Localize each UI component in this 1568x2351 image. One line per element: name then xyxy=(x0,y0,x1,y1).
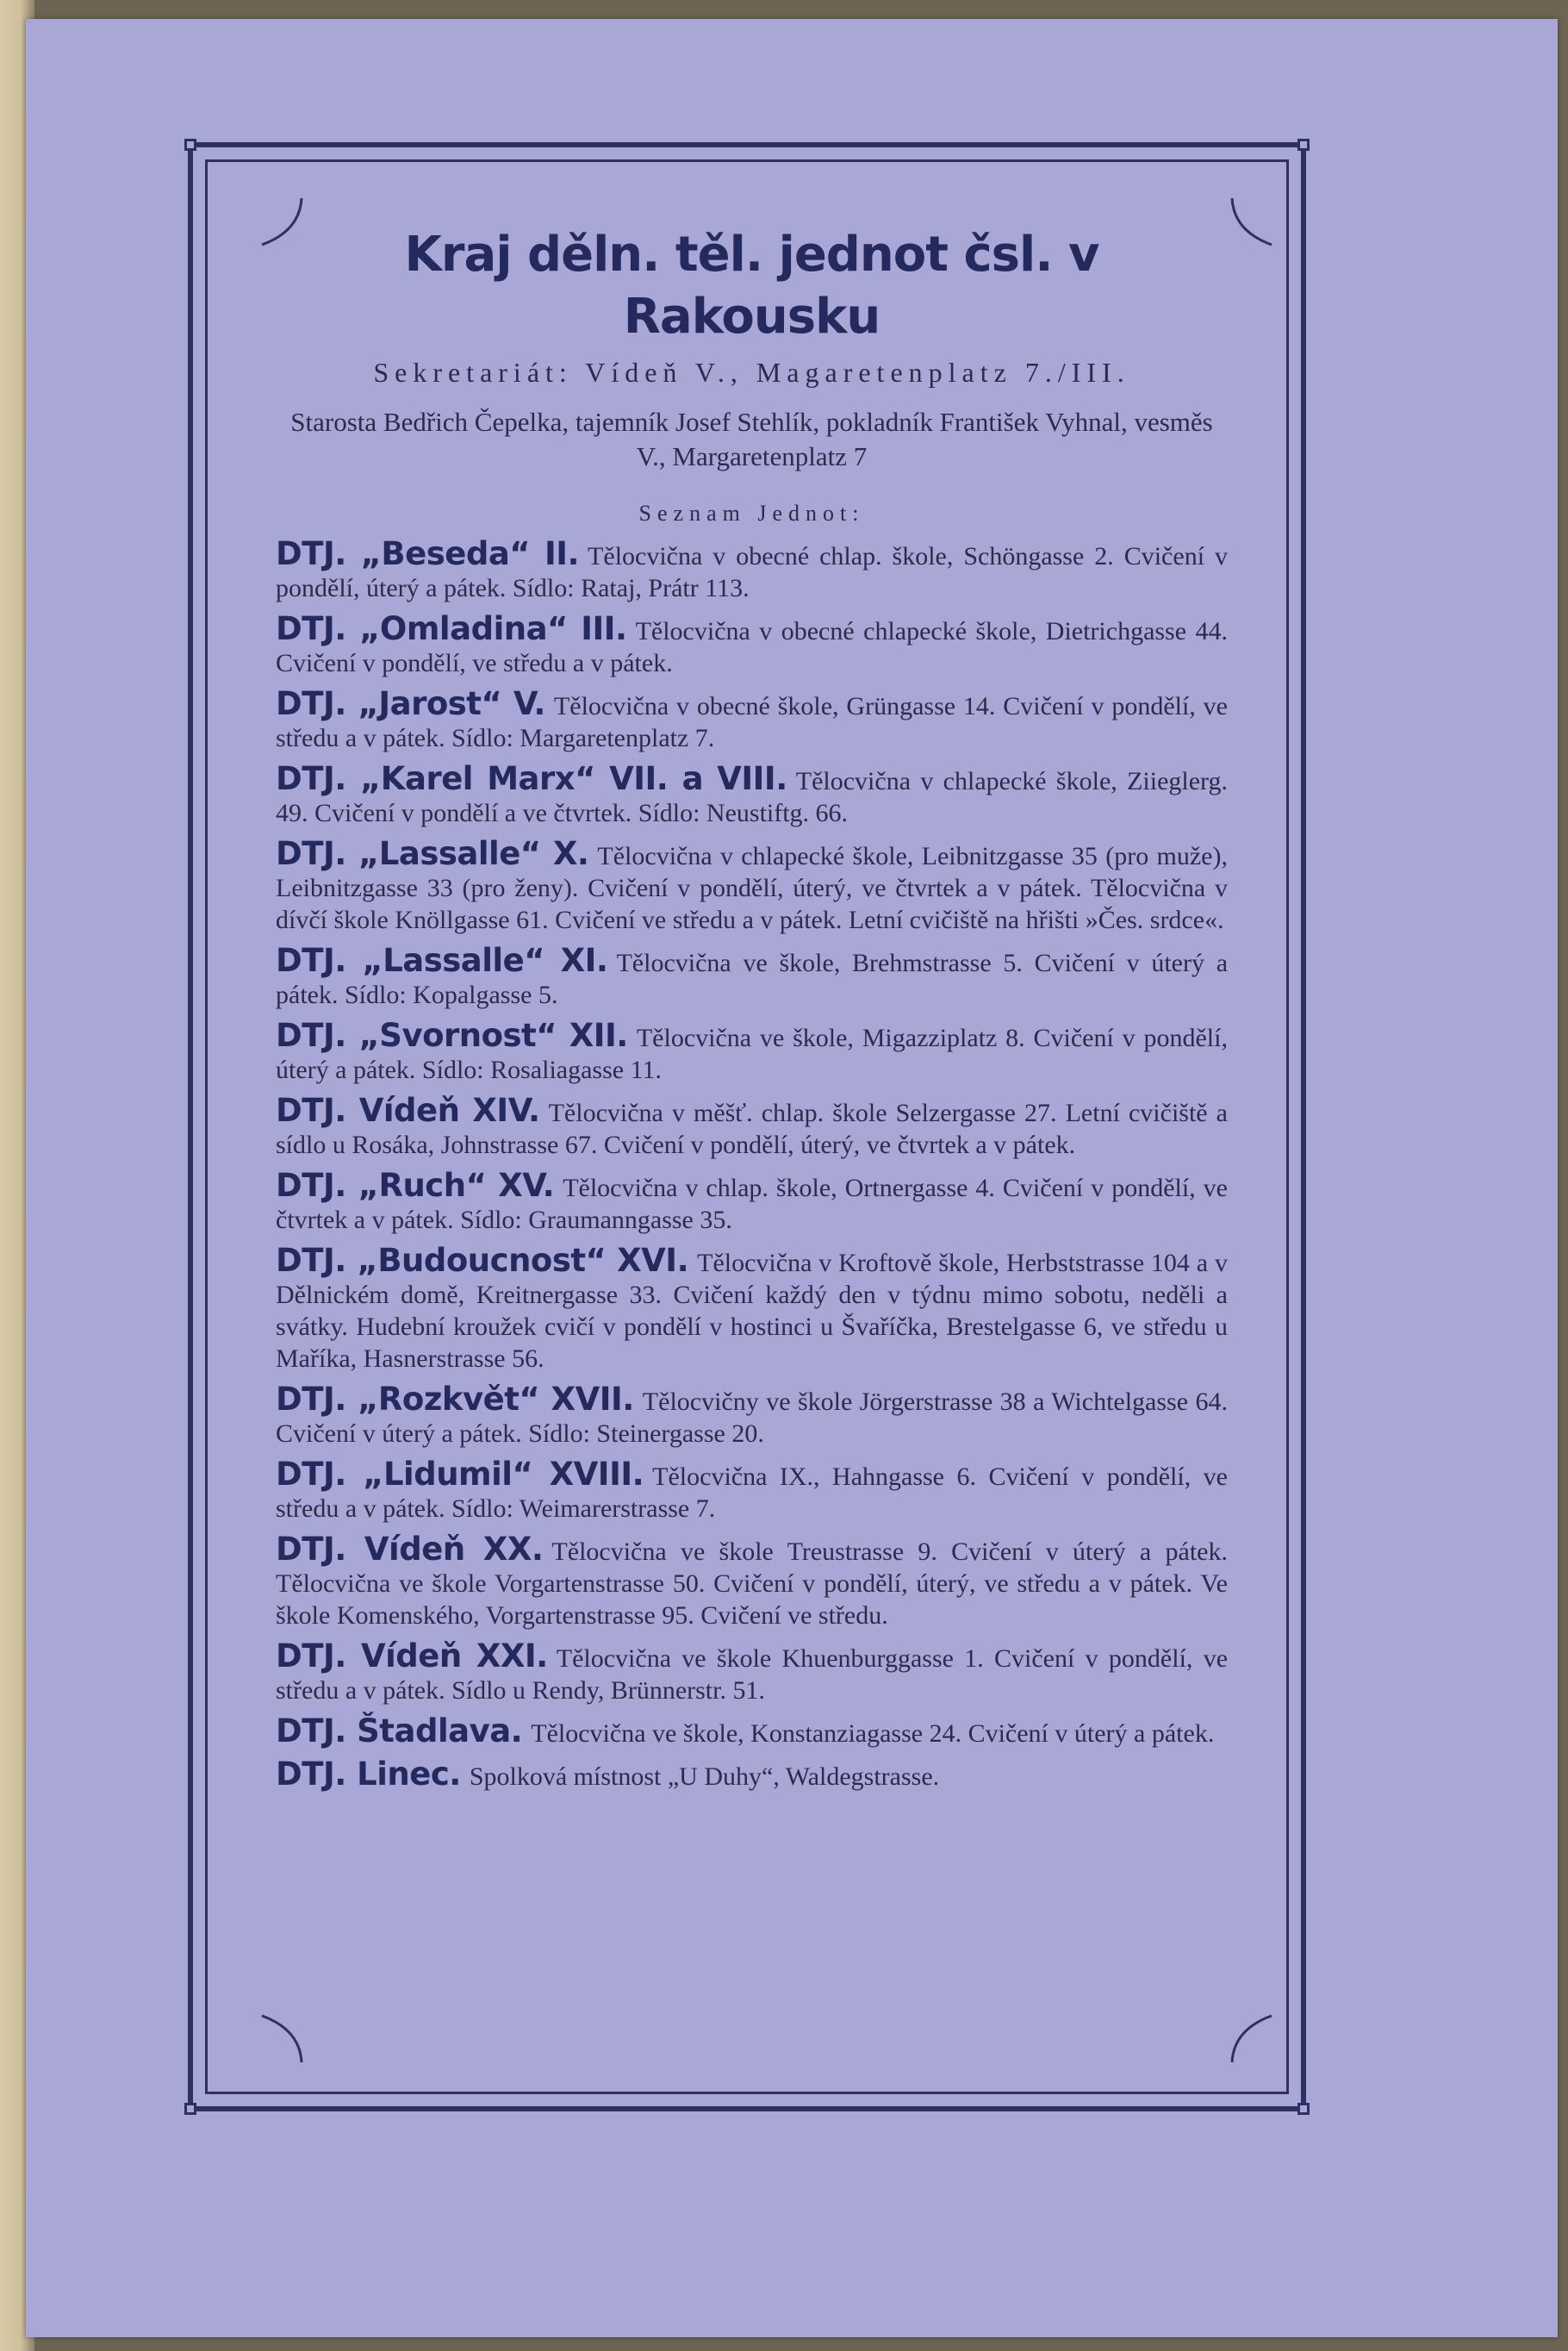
club-details: Tělocvična v chlapecké škole, Leibnitzgasse 35 (pro muže), Leibnitzgasse 33 (pro ženy). Cvičení v pondělí, úterý, ve čtvrtek a v pátek. Tělocvična v dívčí škole Knöllgasse 61. Cvičení ve středu a v pátek. Letní cvičiště na hřišti »Čes. srdce«. xyxy=(276,842,1228,934)
club-details: Tělocvičny ve škole Jörgerstrasse 38 a Wichtelgasse 64. Cvičení v úterý a pátek. Sídlo: Steinergasse 20. xyxy=(276,1388,1229,1448)
club-name: DTJ. Štadlava. xyxy=(276,1712,523,1749)
club-details: Tělocvična ve škole Khuenburggasse 1. Cvičení v pondělí, ve středu a v pátek. Sídlo u Rendy, Brünnerstr. 51. xyxy=(276,1644,1229,1705)
club-name: DTJ. „Lassalle“ XI. xyxy=(276,942,608,979)
corner-flourish xyxy=(1223,196,1275,248)
club-entry xyxy=(276,1712,1228,1749)
club-entry xyxy=(276,1755,1228,1793)
club-details: Tělocvična v obecné chlap. škole, Schöngasse 2. Cvičení v pondělí, úterý a pátek. Sídlo: Rataj, Prátr 113. xyxy=(276,542,1228,602)
page-title: Kraj děln. těl. jednot čsl. v Rakousku xyxy=(404,227,1099,345)
club-entry xyxy=(276,1169,1228,1236)
club-details: Tělocvična ve škole Treustrasse 9. Cvičení v úterý a pátek. Tělocvična ve škole Vorgartenstrasse 50. Cvičení v pondělí, úterý, ve středu a v pátek. Ve škole Komenského, Vorgartenstrasse 95. Cvičení ve středu. xyxy=(276,1537,1228,1630)
frame-corner-ornament xyxy=(1297,2103,1310,2115)
club-name: DTJ. „Jarost“ V. xyxy=(276,685,545,722)
corner-flourish xyxy=(1223,2012,1275,2064)
club-details: Tělocvična v obecné chlapecké škole, Dietrichgasse 44. Cvičení v pondělí, ve středu a v pátek. xyxy=(276,617,1228,677)
list-heading: Seznam Jednot: xyxy=(638,501,865,526)
club-entry xyxy=(276,1017,1228,1086)
club-name: DTJ. „Lidumil“ XVIII. xyxy=(276,1456,644,1493)
club-details: Tělocvična v chlap. škole, Ortnergasse 4. Cvičení v pondělí, ve čtvrtek a v pátek. Sídlo: Graumanngasse 35. xyxy=(276,1174,1228,1234)
secretariat-address: Sekretariát: Vídeň V., Magaretenplatz 7./III. xyxy=(373,357,1130,388)
club-details: Tělocvična v chlapecké škole, Ziieglerg. 49. Cvičení v pondělí a ve čtvrtek. Sídlo: Neustiftg. 66. xyxy=(276,767,1229,827)
club-name: DTJ. „Lassalle“ X. xyxy=(276,835,589,872)
club-entry xyxy=(276,760,1229,829)
frame-corner-ornament xyxy=(184,139,196,151)
club-entry xyxy=(276,1458,1228,1525)
club-entry xyxy=(276,610,1228,679)
club-entry xyxy=(276,1533,1228,1631)
officers-line: Starosta Bedřich Čepelka, tajemník Josef Stehlík, pokladník František Vyhnal, vesměs V., Margaretenplatz 7 xyxy=(290,407,1213,471)
club-name: DTJ. Vídeň XIV. xyxy=(276,1092,540,1129)
club-details: Tělocvična ve škole, Konstanziagasse 24. Cvičení v úterý a pátek. xyxy=(531,1719,1215,1748)
club-details: Tělocvična ve škole, Migazziplatz 8. Cvičení v pondělí, úterý a pátek. Sídlo: Rosaliagasse 11. xyxy=(276,1024,1228,1084)
club-name: DTJ. Vídeň XX. xyxy=(276,1531,544,1568)
club-entry xyxy=(276,1637,1229,1706)
club-details: Tělocvična v obecné škole, Grüngasse 14. Cvičení v pondělí, ve středu a v pátek. Sídlo: Margaretenplatz 7. xyxy=(276,692,1228,752)
club-entry xyxy=(276,1094,1228,1161)
club-entry xyxy=(276,1383,1228,1450)
club-name: DTJ. Linec. xyxy=(276,1755,461,1793)
club-name: DTJ. „Ruch“ XV. xyxy=(276,1167,555,1204)
corner-flourish xyxy=(258,2012,310,2064)
document-content xyxy=(276,224,1228,1793)
club-details: Spolková místnost „U Duhy“, Waldegstrasse. xyxy=(469,1762,940,1791)
club-entry xyxy=(276,942,1229,1011)
club-name: DTJ. „Rozkvět“ XVII. xyxy=(276,1381,634,1418)
club-entry xyxy=(276,835,1228,936)
club-details: Tělocvična v měšť. chlap. škole Selzergasse 27. Letní cvičiště a sídlo u Rosáka, Johnstrasse 67. Cvičení v pondělí, úterý, ve čtvrtek a v pátek. xyxy=(276,1099,1228,1159)
club-details: Tělocvična ve škole, Brehmstrasse 5. Cvičení v úterý a pátek. Sídlo: Kopalgasse 5. xyxy=(276,949,1229,1009)
club-name: DTJ. „Beseda“ II. xyxy=(276,535,580,572)
frame-corner-ornament xyxy=(184,2103,196,2115)
club-entry xyxy=(276,685,1228,754)
club-entry xyxy=(276,535,1228,604)
club-name: DTJ. „Karel Marx“ VII. a VIII. xyxy=(276,760,787,797)
club-details: Tělocvična v Kroftově škole, Herbststrasse 104 a v Dělnickém domě, Kreitnergasse 33. Cvičení každý den v týdnu mimo sobotu, neděli a svátky. Hudební kroužek cvičí v pondělí v hostinci u Švaříčka, Brestelgasse 6, ve středu u Maříka, Hasnerstrasse 56. xyxy=(276,1249,1228,1373)
club-name: DTJ. „Omladina“ III. xyxy=(276,610,627,647)
club-list xyxy=(276,535,1229,1793)
club-entry xyxy=(276,1244,1228,1375)
club-name: DTJ. Vídeň XXI. xyxy=(276,1637,548,1674)
frame-corner-ornament xyxy=(1297,139,1310,151)
club-name: DTJ. „Svornost“ XII. xyxy=(276,1017,628,1054)
club-name: DTJ. „Budoucnost“ XVI. xyxy=(276,1242,689,1279)
club-details: Tělocvična IX., Hahngasse 6. Cvičení v pondělí, ve středu a v pátek. Sídlo: Weimarerstrasse 7. xyxy=(276,1462,1228,1523)
